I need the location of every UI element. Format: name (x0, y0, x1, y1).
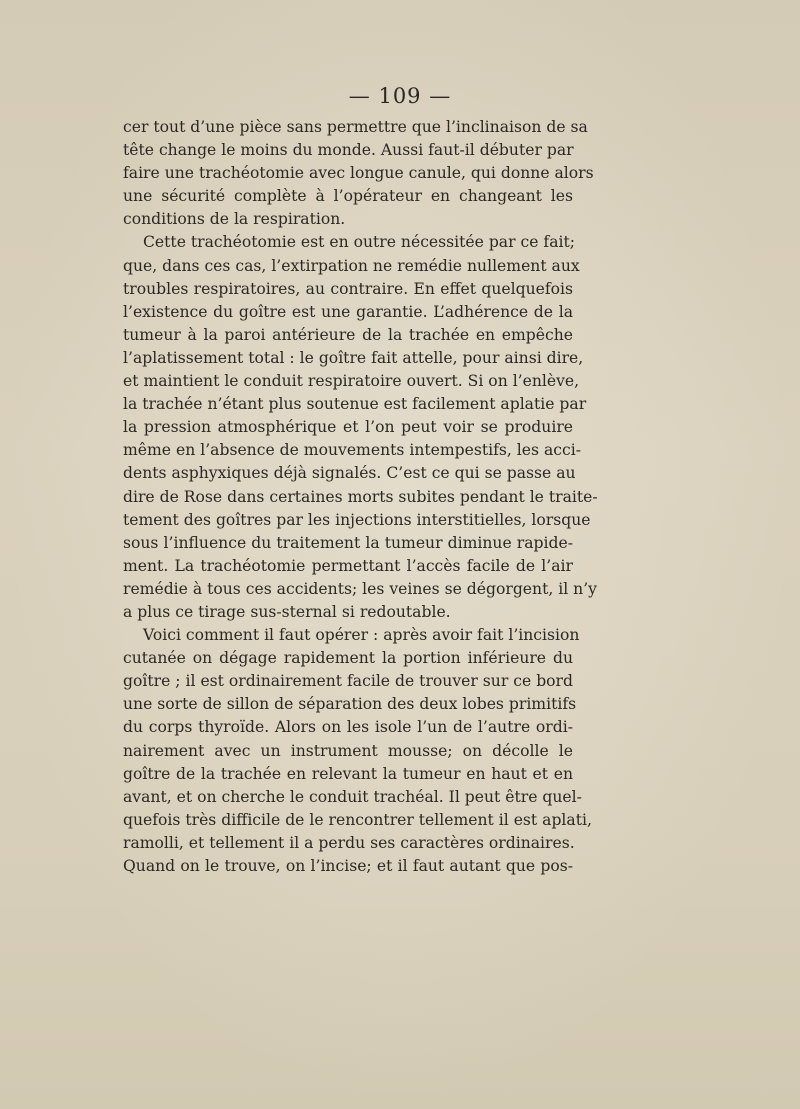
text-line: dire de Rose dans certaines morts subites pendant le traite- (123, 487, 598, 506)
text-line: l’aplatissement total : le goître fait attelle, pour ainsi dire, (123, 348, 584, 367)
text-line: cer tout d’une pièce sans permettre que l’inclinaison de sa (123, 118, 588, 136)
text-line: sous l’influence du traitement la tumeur diminue rapide- (123, 533, 573, 552)
text-line: Voici comment il faut opérer : après avoir fait l’incision (143, 626, 580, 645)
text-line: ramolli, et tellement il a perdu ses caractères ordinaires. (123, 833, 575, 852)
text-line: troubles respiratoires, au contraire. En effet quelquefois (123, 279, 573, 298)
text-line: une sorte de sillon de séparation des deux lobes primitifs (123, 695, 577, 714)
text-line: goître ; il est ordinairement facile de trouver sur ce bord (123, 672, 573, 691)
text-line: goître de la trachée en relevant la tumeur en haut et en (123, 764, 573, 783)
text-line: dents asphyxiques déjà signalés. C’est ce qui se passe au (123, 464, 576, 483)
text-line: ment. La trachéotomie permettant l’accès facile de l’air (123, 556, 573, 575)
text-line: tête change le moins du monde. Aussi faut-il débuter par (123, 141, 574, 160)
text-line: une sécurité complète à l’opérateur en changeant les (123, 187, 573, 206)
text-line: remédie à tous ces accidents; les veines se dégorgent, il n’y (123, 579, 597, 598)
text-line: conditions de la respiration. (123, 210, 346, 229)
text-line: du corps thyroïde. Alors on les isole l’un de l’autre ordi- (123, 718, 573, 737)
text-line: cutanée on dégage rapidement la portion inférieure du (123, 649, 573, 668)
text-line: nairement avec un instrument mousse; on décolle le (123, 741, 573, 760)
text-line: la pression atmosphérique et l’on peut voir se produire (123, 418, 573, 437)
text-line: tumeur à la paroi antérieure de la trachée en empêche (123, 325, 573, 344)
text-line: que, dans ces cas, l’extirpation ne remédie nullement aux (123, 256, 580, 275)
text-line: la trachée n’étant plus soutenue est facilement aplatie par (123, 395, 587, 414)
text-line: Quand on le trouve, on l’incise; et il faut autant que pos- (123, 857, 573, 875)
text-line: l’existence du goître est une garantie. L’adhérence de la (123, 302, 573, 321)
text-line: et maintient le conduit respiratoire ouvert. Si on l’enlève, (123, 372, 580, 391)
body-text (123, 116, 598, 878)
text-line: faire une trachéotomie avec longue canule, qui donne alors (123, 164, 594, 183)
text-line: tement des goîtres par les injections interstitielles, lorsque (123, 510, 591, 529)
text-line: même en l’absence de mouvements intempestifs, les acci- (123, 441, 581, 460)
text-line: quefois très difficile de le rencontrer tellement il est aplati, (123, 810, 592, 829)
text-line: a plus ce tirage sus-sternal si redoutable. (123, 602, 451, 621)
page-number: — 109 — (348, 84, 452, 108)
text-line: Cette trachéotomie est en outre nécessitée par ce fait; (143, 233, 576, 252)
text-line: avant, et on cherche le conduit trachéal. Il peut être quel- (123, 787, 582, 806)
